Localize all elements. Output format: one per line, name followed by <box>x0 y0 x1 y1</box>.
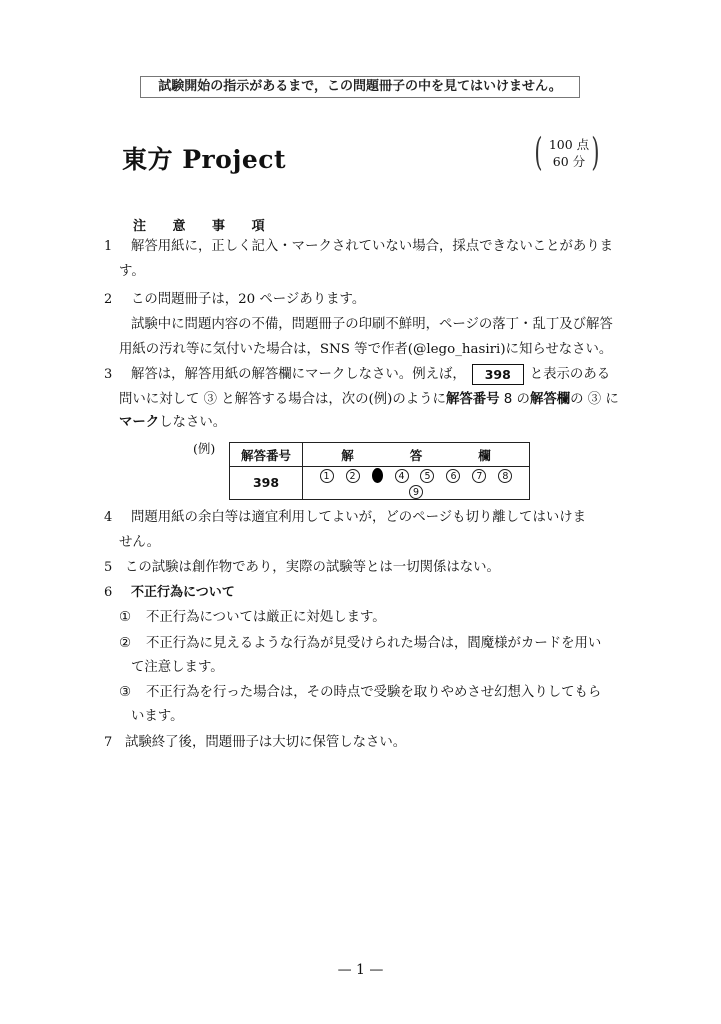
answer-number-emphasis: 解答番号 <box>445 392 500 407</box>
item-3-line-1 <box>131 364 610 385</box>
example-label: (例) <box>193 441 216 456</box>
bubble-row <box>303 467 530 500</box>
item-4-line-2: せん。 <box>119 535 160 550</box>
left-paren: ( <box>534 130 543 174</box>
item-1-line-2: す。 <box>119 264 145 279</box>
right-paren: ) <box>591 130 600 174</box>
item-3-line-2 <box>119 391 619 409</box>
item-3-text: しなさい。 <box>159 415 227 430</box>
answer-number-header: 解答番号 <box>230 443 303 467</box>
item-3-text: 8 の <box>499 392 530 407</box>
item-1-line-1: 解答用紙に，正しく記入・マークされていない場合，採点できないことがありま <box>131 239 614 254</box>
item-6-sub-3-line-1: 不正行為を行った場合は，その時点で受験を取りやめさせ幻想入りしてもら <box>146 685 602 700</box>
mark-emphasis: マーク <box>119 415 160 430</box>
item-number: 7 <box>104 735 113 750</box>
example-answer-table <box>229 442 530 500</box>
item-number: 4 <box>104 510 113 525</box>
item-5-line-1: この試験は創作物であり，実際の試験等とは一切関係はない。 <box>125 560 500 575</box>
header-char: 欄 <box>478 447 491 463</box>
item-2-line-3: 用紙の汚れ等に気付いた場合は，SNS 等で作者(@lego_hasiri)に知らせなさい。 <box>119 342 613 357</box>
page-number: — 1 — <box>337 962 384 978</box>
item-3-line-3 <box>119 414 226 432</box>
example-number-box: 398 <box>472 364 524 385</box>
bubble-2: 2 <box>346 469 360 483</box>
score-points: 100 点 <box>548 137 590 152</box>
item-2-line-1: この問題冊子は，20 ページあります。 <box>131 292 366 307</box>
answer-column-header <box>303 443 530 467</box>
item-2-line-2: 試験中に問題内容の不備，問題冊子の印刷不鮮明，ページの落丁・乱丁及び解答 <box>131 317 613 332</box>
item-number: 3 <box>104 367 113 382</box>
bubble-5: 5 <box>420 469 434 483</box>
score-time-info <box>534 130 600 174</box>
bubble-7: 7 <box>472 469 486 483</box>
sub-mark-2: ② <box>119 636 132 651</box>
item-3-text-b: と表示のある <box>529 367 611 382</box>
item-6-sub-3-line-2: います。 <box>131 709 184 724</box>
item-6-sub-1-line-1: 不正行為については厳正に対処します。 <box>146 610 386 625</box>
score-time: 60 分 <box>552 154 586 169</box>
bubble-1: 1 <box>320 469 334 483</box>
item-3-text-a: 解答は，解答用紙の解答欄にマークしなさい。例えば， <box>131 367 466 382</box>
bubble-8: 8 <box>498 469 512 483</box>
sub-mark-3: ③ <box>119 685 132 700</box>
exam-start-notice: 試験開始の指示があるまで，この問題冊子の中を見てはいけません。 <box>140 76 580 98</box>
instructions-heading: 注 意 事 項 <box>133 219 276 234</box>
answer-column-emphasis: 解答欄 <box>529 392 571 407</box>
item-6-title: 不正行為について <box>131 585 235 600</box>
answer-number-cell: 398 <box>230 467 303 500</box>
page-title: 東方 Project <box>122 145 287 174</box>
header-char: 答 <box>409 447 423 463</box>
table-header-row <box>230 443 530 467</box>
item-7-line-1: 試験終了後，問題冊子は大切に保管しなさい。 <box>125 735 407 750</box>
sub-mark-1: ① <box>119 610 132 625</box>
item-3-text: 問いに対して ③ と解答する場合は，次の(例)のように <box>119 392 446 407</box>
item-number: 1 <box>104 239 113 254</box>
bubble-6: 6 <box>446 469 460 483</box>
bubble-9: 9 <box>409 485 423 499</box>
header-char: 解 <box>341 447 354 463</box>
item-number: 5 <box>104 560 113 575</box>
bubble-4: 4 <box>395 469 409 483</box>
item-number: 6 <box>104 585 113 600</box>
bubble-3-marked <box>372 468 383 483</box>
item-4-line-1: 問題用紙の余白等は適宜利用してよいが，どのページも切り離してはいけま <box>131 510 587 525</box>
item-3-text: の ③ に <box>570 392 619 407</box>
item-6-sub-2-line-2: て注意します。 <box>131 660 224 675</box>
table-row <box>230 467 530 500</box>
item-number: 2 <box>104 292 113 307</box>
item-6-sub-2-line-1: 不正行為に見えるような行為が見受けられた場合は，閻魔様がカードを用い <box>146 636 602 651</box>
